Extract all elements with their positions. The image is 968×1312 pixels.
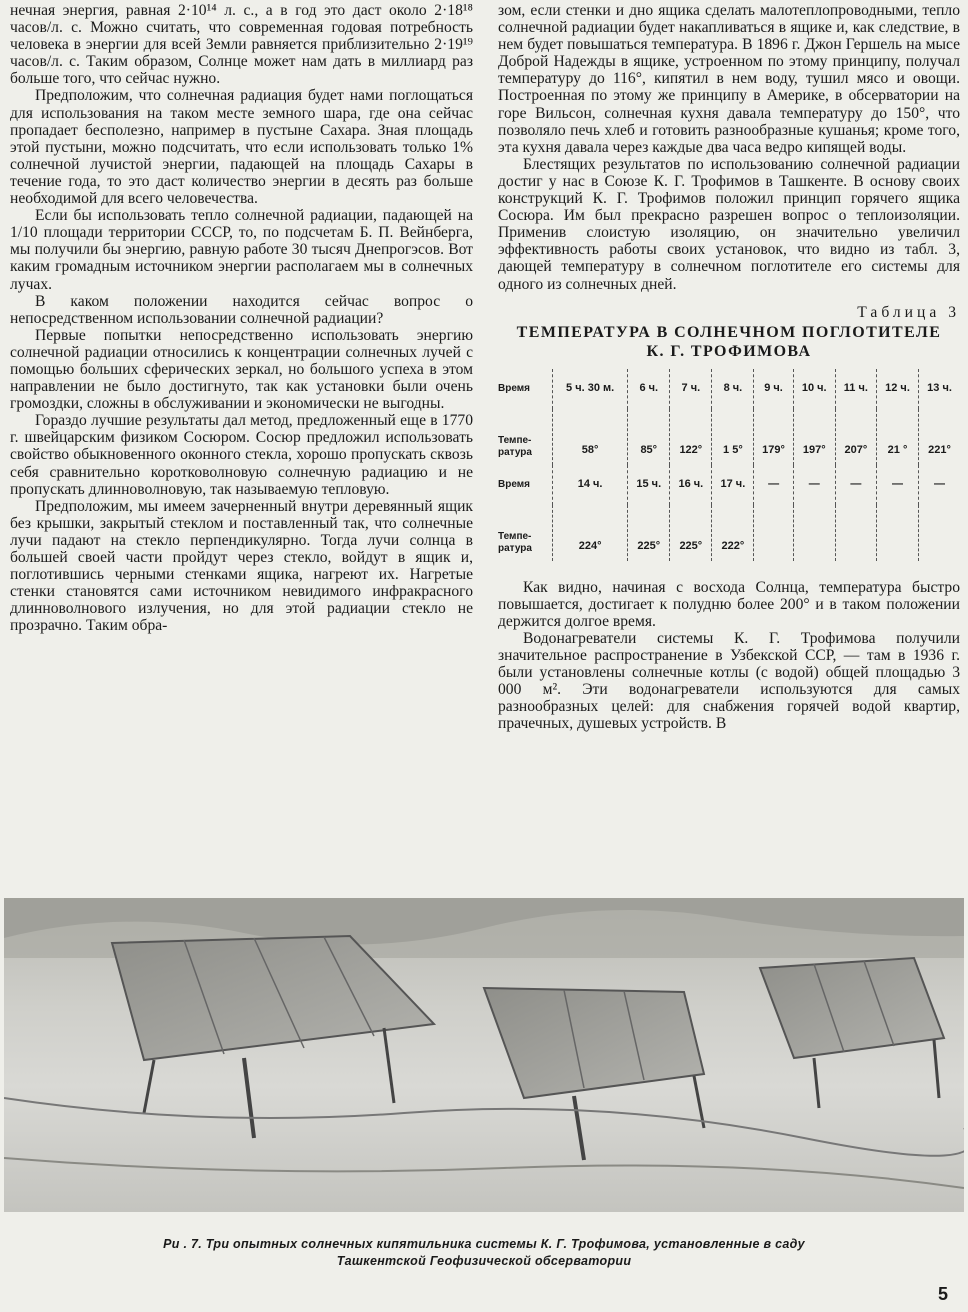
paragraph: Блестящих результатов по использованию солнечной радиации достиг у нас в Союзе К. Г. Трофимов в Ташкенте. В основу своих конструкций К. Г. Трофимов положил принцип горячего ящика Сосюра. Им был прекрасно разрешен вопрос о теплоизоляции. Применив слоистую изоляцию, он значительно увеличил эффективность работы своих установок, что видно из табл. 3, дающей температуру в солнечном поглотителе его системы для одного из солнечных дней. — [498, 155, 960, 293]
temp-cell — [876, 505, 918, 561]
row-label-time: Время — [498, 478, 530, 490]
table-row — [498, 505, 960, 561]
time-cell: 12 ч. — [876, 369, 918, 409]
time-cell: 13 ч. — [919, 369, 960, 409]
temp-cell: 85° — [628, 409, 670, 465]
caption-line: Ташкентской Геофизической обсерватории — [336, 1254, 632, 1268]
table-title — [498, 323, 960, 361]
temperature-table — [498, 369, 960, 561]
temp-cell — [754, 505, 793, 561]
temp-cell: 221° — [919, 409, 960, 465]
temp-cell: 224° — [553, 505, 628, 561]
time-cell: 16 ч. — [670, 465, 712, 505]
left-column — [10, 2, 473, 634]
time-cell: 7 ч. — [670, 369, 712, 409]
temp-cell: 21 ° — [876, 409, 918, 465]
temp-cell: 58° — [553, 409, 628, 465]
time-cell: 6 ч. — [628, 369, 670, 409]
paragraph: зом, если стенки и дно ящика сделать малотеплопроводными, тепло солнечной радиации будет накапливаться в ящике и, как следствие, в нем будет повышаться температура. В 1896 г. Джон Гершель на мысе Доброй Надежды в ящике, устроенном по этому принципу, получал температуру до 116°, кипятил в нем воду, тушил мясо и овощи. Построенная по этому же принципу в Америке, в обсерватории на горе Вильсон, солнечная кухня давала температуру до 150°, что позволяло печь хлеб и готовить разнообразные кушанья; кроме того, эта кухня давала через каждые два часа ведро кипящей воды. — [498, 2, 960, 156]
right-column — [498, 2, 960, 733]
row-label-temp: Темпе-ратура — [498, 434, 532, 458]
temp-cell: 225° — [628, 505, 670, 561]
time-cell: 5 ч. 30 м. — [553, 369, 628, 409]
temp-cell — [919, 505, 960, 561]
paragraph: Гораздо лучшие результаты дал метод, предложенный еще в 1770 г. швейцарским физиком Сосюром. Сосюр предложил использовать свойство обыкновенного оконного стекла, хорошо пропускать сквозь себя сравнительно коротковолновую солнечную радиацию и не пропускать длинноволновую, так называемую тепловую. — [10, 412, 473, 498]
table-row — [498, 409, 960, 465]
photo-illustration — [4, 898, 964, 1212]
time-cell: 10 ч. — [793, 369, 835, 409]
paragraph: Как видно, начиная с восхода Солнца, температура быстро повышается, достигает к полудню более 200° и в таком положении держится долгое время. — [498, 578, 960, 630]
time-cell: — — [793, 465, 835, 505]
time-cell: 9 ч. — [754, 369, 793, 409]
time-cell: 14 ч. — [553, 465, 628, 505]
paragraph: Предположим, мы имеем зачерненный внутри деревянный ящик без крышки, закрытый стеклом и поставленный так, что солнечные лучи падают на стекло перпендикулярно. Тогда лучи солнца в большей своей части пройдут через стекло, войдут в ящик и, поглотившись черными стенками ящика, нагреют их. Нагретые стенки становятся сами источником невидимого инфракрасного длинноволнового излучения, но для этой радиации стекло не прозрачно. Таким обра- — [10, 497, 473, 635]
after-table-text — [498, 579, 960, 733]
page-number: 5 — [937, 1284, 948, 1304]
figure-caption — [20, 1236, 948, 1270]
time-cell: 15 ч. — [628, 465, 670, 505]
table-row — [498, 465, 960, 505]
solar-boilers-photo — [4, 898, 964, 1212]
temp-cell: 225° — [670, 505, 712, 561]
row-label-temp: Темпе-ратура — [498, 530, 532, 554]
table-title-line: ТЕМПЕРАТУРА В СОЛНЕЧНОМ ПОГЛОТИТЕЛЕ — [516, 323, 942, 341]
time-cell: — — [876, 465, 918, 505]
temp-cell: 222° — [712, 505, 754, 561]
caption-line: Ри . 7. Три опытных солнечных кипятильника системы К. Г. Трофимова, установленные в саду — [163, 1237, 805, 1251]
temp-cell: 1 5° — [712, 409, 754, 465]
paragraph: Первые попытки непосредственно использовать энергию солнечной радиации относились к концентрации солнечных лучей с помощью больших сферических зеркал, но большого успеха в этом направлении не было достигнуто, так как установки были очень громоздки, сложны в обслуживании и экономически не выгодны. — [10, 326, 473, 413]
paragraph: Если бы использовать тепло солнечной радиации, падающей на 1/10 площади территории СССР, то, по подсчетам Б. П. Вейнберга, мы получили бы энергию, равную работе 30 тысяч Днепрогэсов. Вот каким громадным источником энергии располагаем мы в солнечных лучах. — [10, 207, 473, 293]
time-cell: — — [754, 465, 793, 505]
table-title-line: К. Г. ТРОФИМОВА — [646, 342, 812, 360]
temp-cell: 179° — [754, 409, 793, 465]
paragraph: В каком положении находится сейчас вопрос о непосредственном использовании солнечной радиации? — [10, 292, 473, 327]
paragraph: Предположим, что солнечная радиация будет нами поглощаться для использования на таком месте земного шара, где она сейчас пропадает бесполезно, например в пустыне Сахара. Зная площадь этой пустыни, можно подсчитать, что если использовать только 1% солнечной лучистой энергии, падающей на площадь Сахары в течение года, то это даст количество энергии в десять раз больше необходимой для всего человечества. — [10, 87, 473, 208]
time-cell: 17 ч. — [712, 465, 754, 505]
row-label-time: Время — [498, 382, 530, 394]
temp-cell: 197° — [793, 409, 835, 465]
time-cell: 11 ч. — [835, 369, 876, 409]
paragraph: нечная энергия, равная 2·10¹⁴ л. с., а в год это даст около 2·18¹⁸ часов/л. с. Можно считать, что современная годовая потребность человека в энергии для всей Земли равняется приблизительно 2·19¹⁹ часов/л. с. Таким образом, Солнце может нам дать в миллиард раз больше того, что сейчас нужно. — [10, 2, 473, 88]
temp-cell: 122° — [670, 409, 712, 465]
table-row — [498, 369, 960, 409]
time-cell: 8 ч. — [712, 369, 754, 409]
temp-cell — [793, 505, 835, 561]
paragraph: Водонагреватели системы К. Г. Трофимова получили значительное распространение в Узбекской ССР, — там в 1936 г. были установлены солнечные котлы (с водой) общей площадью 3 000 м². Эти водонагреватели используются для самых разнообразных целей: для снабжения горячей водой квартир, прачечных, душевых устройств. В — [498, 629, 960, 733]
temp-cell: 207° — [835, 409, 876, 465]
time-cell: — — [919, 465, 960, 505]
table-label: Таблица 3 — [857, 303, 960, 321]
temp-cell — [835, 505, 876, 561]
time-cell: — — [835, 465, 876, 505]
